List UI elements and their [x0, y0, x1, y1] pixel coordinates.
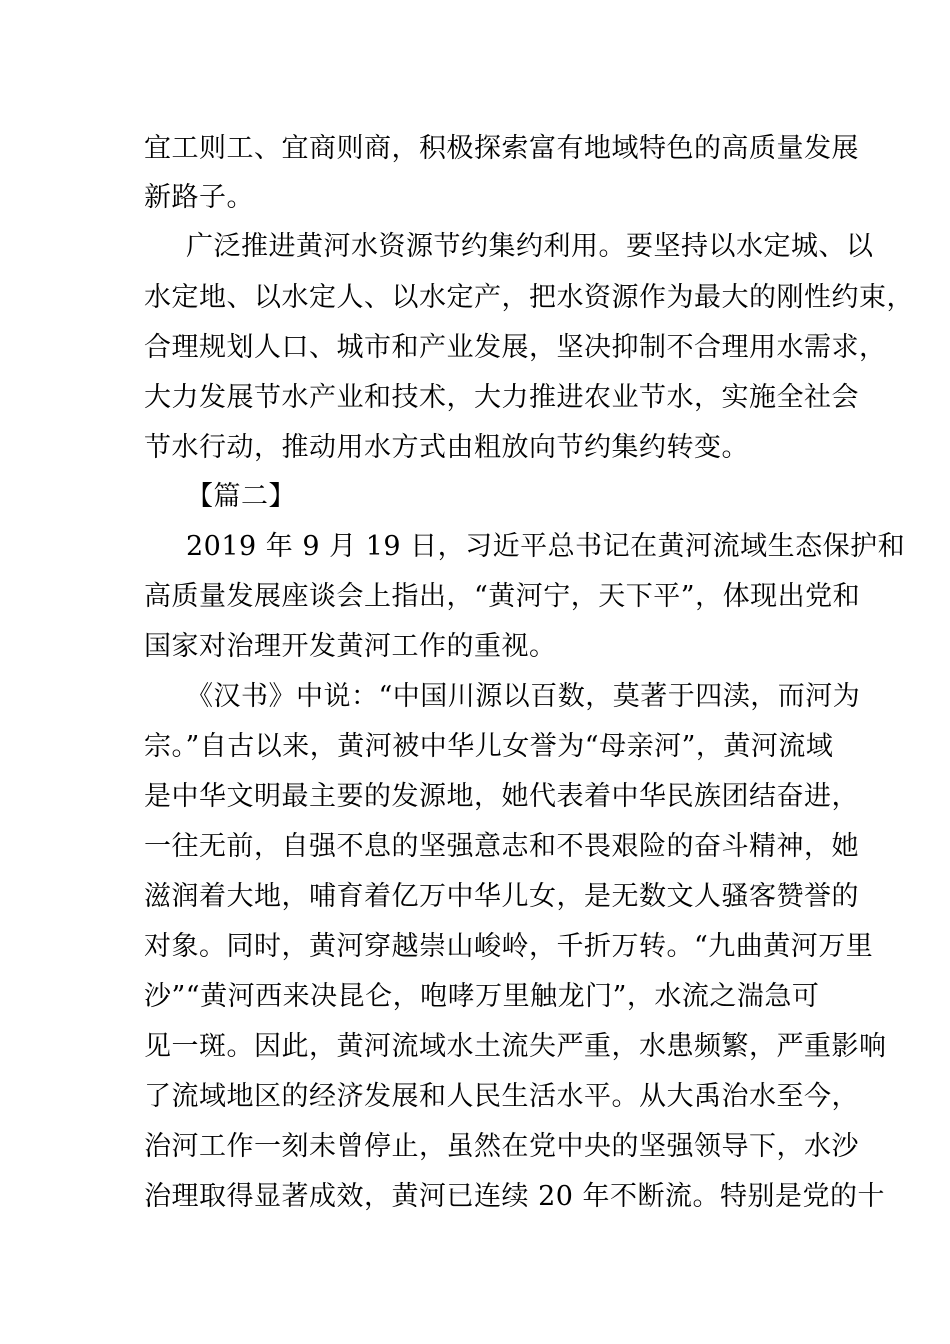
text-line: 对象。同时，黄河穿越崇山峻岭，千折万转。“九曲黄河万里: [144, 931, 874, 962]
text-line: 宜工则工、宜商则商，积极探索富有地域特色的高质量发展: [144, 133, 859, 164]
text-line: 水定地、以水定人、以水定产，把水资源作为最大的刚性约束，: [144, 282, 914, 313]
text-line: 节水行动，推动用水方式由粗放向节约集约转变。: [144, 432, 749, 463]
text-line: 合理规划人口、城市和产业发展，坚决抑制不合理用水需求，: [144, 332, 887, 363]
text-line: 沙”“黄河西来决昆仑，咆哮万里触龙门”，水流之湍急可: [144, 981, 820, 1012]
text-line: 滋润着大地，哺育着亿万中华儿女，是无数文人骚客赞誉的: [144, 881, 859, 912]
text-line: 新路子。: [144, 182, 254, 213]
text-line: 国家对治理开发黄河工作的重视。: [144, 631, 557, 662]
text-line: 宗。”自古以来，黄河被中华儿女誉为“母亲河”，黄河流域: [144, 731, 834, 762]
text-line: 一往无前，自强不息的坚强意志和不畏艰险的奋斗精神，她: [144, 831, 859, 862]
text-line: 治理取得显著成效，黄河已连续 20 年不断流。特别是党的十: [144, 1181, 886, 1212]
text-line: 《汉书》中说：“中国川源以百数，莫著于四渎，而河为: [186, 681, 861, 712]
text-line: 治河工作一刻未曾停止，虽然在党中央的坚强领导下，水沙: [144, 1131, 859, 1162]
text-line: 广泛推进黄河水资源节约集约利用。要坚持以水定城、以: [186, 231, 874, 262]
text-line: 了流域地区的经济发展和人民生活水平。从大禹治水至今，: [144, 1081, 859, 1112]
text-line: 高质量发展座谈会上指出，“黄河宁，天下平”，体现出党和: [144, 581, 861, 612]
text-line: 大力发展节水产业和技术，大力推进农业节水，实施全社会: [144, 382, 859, 413]
text-line: 是中华文明最主要的发源地，她代表着中华民族团结奋进，: [144, 781, 859, 812]
section-heading: 【篇二】: [186, 481, 296, 512]
text-line: 见一斑。因此，黄河流域水土流失严重，水患频繁，严重影响: [144, 1031, 887, 1062]
text-line: 2019 年 9 月 19 日，习近平总书记在黄河流域生态保护和: [186, 531, 906, 562]
